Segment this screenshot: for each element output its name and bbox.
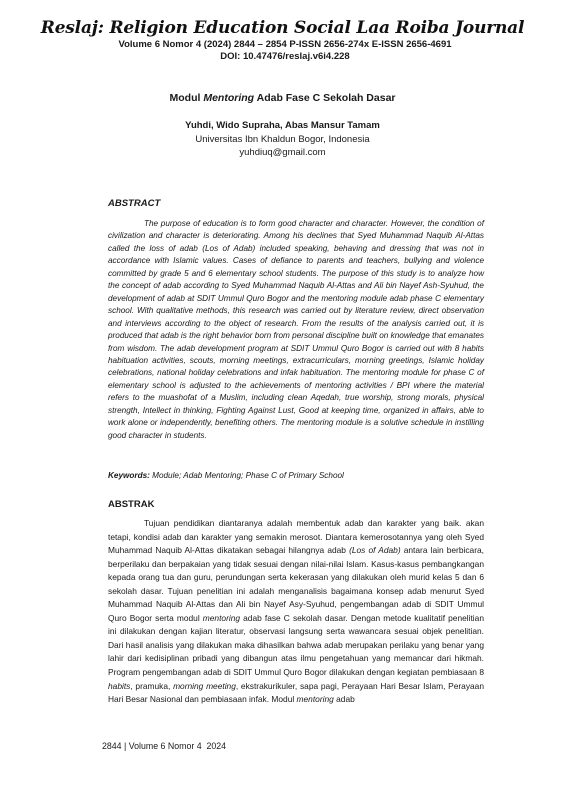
abstrak-heading: ABSTRAK [108, 499, 155, 510]
volume-issn-line: Volume 6 Nomor 4 (2024) 2844 – 2854 P-ISSN 2656-274x E-ISSN 2656-4691 [118, 39, 452, 50]
author-affiliation: Universitas Ibn Khaldun Bogor, Indonesia [195, 134, 370, 145]
abstrak-text: antara lain berbicara, berperilaku dan berpakaian yang tidak sesuai dengan nilai-nilai Islam. Kasus-kasus pembangkangan kepada orang tua dan guru, perundungan serta kekerasan yang dilakukan oleh murid kelas 5 dan 6 sekolah dasar. Tujuan penelitian ini adalah menganalisis bagaimana konsep adab menurut Syed Muhammad Naquib Al-Attas dan Ali bin Nayef Asy-Syuhud, pengembangan adab di SDIT Ummul Quro Bogor serta modul [108, 545, 484, 623]
abstrak-text: Tujuan pendidikan diantaranya adalah membentuk adab dan karakter yang baik. akan tetapi, kondisi adab dan karakter yang semakin merosot. Diantara kemerosotannya yang oleh Syed Muhammad Naquib Al-Attas dikatakan sebagai hilangnya adab [108, 518, 484, 556]
doi-line: DOI: 10.47476/reslaj.v6i4.228 [220, 51, 350, 62]
abstract-body: The purpose of education is to form good character and character. However, the condition of civilization and character is deteriorating. Among his declines that Syed Muhammad Naquib Al-Attas called the loss of adab (Los of Adab) included speaking, behaving and dressing that was not in accordance with Islamic values. Cases of defiance to parents and teachers, bullying and violence committed by grade 5 and 6 elementary school students. The purpose of this study is to analyze how the concept of adab according to Syed Muhammad Naquib Al-Attas and Ali bin Nayef Ash-Syuhud, the development of adab at SDIT Ummul Quro Bogor and the mentoring module adab phase C elementary school. With qualitative methods, this research was carried out by literature review, direct observation and interviews according to the object of research. From the results of the analysis carried out, it is produced that adab is the right behavior born from personal discipline built on knowledge that emanates from wisdom. The adab development program at SDIT Ummul Quro Bogor is carried out with 8 habits habituation activities, scouts, morning meetings, extracurriculars, morning greetings, Islamic holiday celebrations, national holiday celebrations and infak habituation. The mentoring module for phase C of elementary school is adjusted to the achievements of mentoring activities / BPI where the material refers to the muashofat of a Muslim, including clean Aqedah, true worship, strong morals, physical strength, Intellect in thinking, Fighting Against Lust, Good at keeping time, organized in affairs, able to work alone or independently, benefiting others. The mentoring module is a solutive schedule in instilling good character in students. [108, 219, 484, 440]
abstrak-text: , pramuka, [130, 680, 174, 691]
abstract-heading: ABSTRACT [108, 198, 161, 209]
abstrak-italic: mentoring [202, 612, 241, 623]
keywords-label: Keywords: [108, 471, 150, 480]
author-list: Yuhdi, Wido Supraha, Abas Mansur Tamam [185, 120, 380, 131]
paper-title-prefix: Modul [169, 92, 204, 104]
paper-title-italic: Mentoring [203, 92, 255, 104]
abstrak-italic: morning meeting [173, 680, 236, 691]
abstrak-text: adab fase C sekolah dasar. Dengan metode kualitatif penelitian ini dilakukan dengan kajian literatur, observasi langsung serta wawancara sesuai objek penelitian. Dari hasil analisis yang dilakukan maka dihasilkan bahwa adab merupakan perilaku yang benar yang lahir dari kedisiplinan pribadi yang dibangun atas ilmu pengetahuan yang memancar dari hikmah. Program pengembangan adab di SDIT Ummul Quro Bogor dilakukan dengan kegiatan pembiasaan 8 [108, 612, 484, 678]
author-email: yuhdiuq@gmail.com [239, 147, 326, 158]
abstrak-text: adab [333, 694, 355, 705]
abstrak-body [108, 517, 484, 707]
keywords-text: Module; Adab Mentoring; Phase C of Primary School [149, 471, 344, 480]
keywords-line [108, 471, 484, 480]
journal-title: Reslaj: Religion Education Social Laa Roiba Journal [40, 18, 525, 38]
paper-title [0, 92, 565, 104]
abstrak-italic: mentoring [296, 694, 334, 705]
abstrak-italic: habits [108, 680, 131, 691]
abstrak-italic: (Los of Adab) [349, 545, 401, 556]
abstrak-text: , ekstrakurikuler, sapa pagi, Perayaan Hari Besar Islam, Perayaan Hari Besar Nasional dan pembiasaan infak. Modul [108, 680, 484, 705]
page-footer: 2844 | Volume 6 Nomor 4 2024 [102, 741, 227, 751]
paper-title-suffix: Adab Fase C Sekolah Dasar [254, 92, 396, 104]
